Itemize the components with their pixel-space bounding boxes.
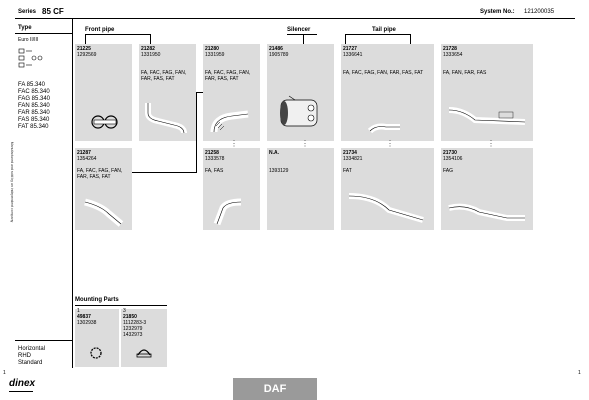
connector-dots: ⋮: [487, 139, 495, 148]
mount-card-21850[interactable]: [121, 309, 167, 367]
part-card-21282[interactable]: [139, 44, 196, 141]
spec-symbols: [18, 48, 58, 68]
link-line: [132, 172, 196, 173]
part-card-21727[interactable]: [341, 44, 434, 141]
model-list: [18, 82, 50, 131]
link-line: [196, 92, 197, 173]
fitment-text: FA, FAS: [205, 168, 224, 174]
mount-number: 21850: [123, 314, 137, 320]
oe-number: 1331950: [141, 52, 161, 58]
tail-pipe-fag-drawing: [445, 188, 531, 228]
model-item: FAC 85.340: [18, 89, 50, 95]
mounting-title: Mounting Parts: [75, 297, 119, 303]
part-card-21728[interactable]: [441, 44, 533, 141]
silencer-drawing: [275, 90, 327, 134]
left-panel: [15, 18, 73, 368]
bracket-tick: [150, 34, 151, 44]
config-drive: RHD: [18, 353, 31, 359]
spec-symbols-icon: [18, 48, 58, 68]
mount-number: 49837: [77, 314, 91, 320]
oe-number: 1336641: [343, 52, 363, 58]
part-card-21258[interactable]: [203, 148, 260, 230]
oe-number: 1331959: [205, 52, 225, 58]
section-silencer: Silencer: [287, 27, 311, 33]
oe-number: 1905789: [269, 52, 289, 58]
oe-number: 1334821: [343, 156, 363, 162]
type-label: Type: [18, 25, 32, 31]
fitment-text: FA, FAC, FAG, FAN, FAR, FAS, FAT: [77, 168, 123, 180]
oe-number: 1292569: [77, 52, 97, 58]
connector-dots: ⋮: [301, 139, 309, 148]
part-card-21287[interactable]: [75, 148, 132, 230]
part-number: 21280: [205, 46, 219, 52]
fitment-text: FA, FAC, FAG, FAN, FAR, FAS, FAT: [343, 70, 424, 76]
mount-qty: 3: [123, 308, 126, 314]
part-card-21486[interactable]: [267, 44, 334, 141]
side-note: [2, 30, 14, 330]
mount-oe: 1302938: [77, 320, 97, 326]
section-front-pipe: Front pipe: [85, 27, 115, 33]
oe-number: 1354106: [443, 156, 463, 162]
config-type: Standard: [18, 360, 43, 366]
gasket-icon: [86, 345, 106, 361]
side-note-text: Manufactured and sold by an independent company: [10, 141, 14, 223]
bracket-tick: [410, 34, 411, 44]
right-mark: 1: [578, 370, 581, 376]
flex-pipe-short-drawing: [211, 194, 255, 228]
mount-oe: 1232979: [123, 326, 143, 332]
part-number: N.A.: [269, 150, 279, 156]
mount-oe: 1112283-3: [123, 320, 147, 326]
part-number: 21486: [269, 46, 283, 52]
dinex-logo: dinex: [9, 378, 36, 389]
system-label: System No.:: [480, 9, 515, 15]
model-item: FAG 85.340: [18, 96, 51, 102]
model-item: FAT 85.340: [18, 124, 49, 130]
bracket-tick: [85, 34, 86, 44]
mount-card-49837[interactable]: [75, 309, 119, 367]
part-number: 21225: [77, 46, 91, 52]
logo-underline: [9, 391, 33, 392]
front-pipe-bend-drawing: [81, 196, 127, 228]
fitment-text: FA, FAC, FAG, FAN, FAR, FAS, FAT: [205, 70, 251, 82]
model-item: FAS 85.340: [18, 117, 50, 123]
header-rule: [15, 18, 575, 19]
type-rule: [15, 33, 72, 34]
series-value: 85 CF: [42, 7, 64, 16]
fitment-text: FAG: [443, 168, 454, 174]
mount-oe: 1432973: [123, 332, 143, 338]
flex-pipe-drawing: [208, 102, 256, 138]
clamp-ring-icon: [134, 345, 154, 361]
oe-number: 1333654: [443, 52, 463, 58]
part-number: 21282: [141, 46, 155, 52]
config-orientation: Horizontal: [18, 346, 46, 352]
part-number: 21734: [343, 150, 357, 156]
model-item: FAN 85.340: [18, 103, 50, 109]
tail-pipe-drawing: [366, 119, 406, 137]
connector-dots: ⋮: [386, 139, 394, 148]
mounting-rule: [75, 305, 167, 306]
section-tail-pipe: Tail pipe: [372, 27, 396, 33]
bracket-tick: [303, 34, 304, 44]
model-item: FAR 85.340: [18, 110, 50, 116]
bracket-tick: [345, 34, 346, 44]
connector-dots: ⋮: [230, 139, 238, 148]
tail-pipe-long-drawing: [445, 102, 531, 136]
model-item: FA 85.340: [18, 82, 46, 88]
mount-qty: 1: [77, 308, 80, 314]
link-line: [196, 92, 203, 93]
part-number: 21727: [343, 46, 357, 52]
fitment-text: FAT: [343, 168, 352, 174]
front-pipe-bracket: [85, 34, 150, 35]
fitment-text: FA, FAC, FAG, FAN, FAR, FAS, FAT: [141, 70, 187, 82]
oe-number: 1333578: [205, 156, 225, 162]
page-mark: 1: [3, 370, 6, 376]
part-number: 21287: [77, 150, 91, 156]
part-card-21730[interactable]: [441, 148, 533, 230]
front-pipe-drawing: [144, 99, 192, 139]
oe-number: 1354264: [77, 156, 97, 162]
euro-class: Euro II/III: [18, 37, 39, 43]
part-card-na[interactable]: [267, 148, 334, 230]
tail-pipe-bracket: [345, 34, 410, 35]
silencer-bracket: [287, 34, 317, 35]
oe-reference: 1393129: [269, 168, 289, 174]
clamp-icon: [90, 112, 120, 132]
fitment-text: FA, FAN, FAR, FAS: [443, 70, 487, 76]
brand-tab: DAF: [233, 378, 317, 400]
part-card-21225[interactable]: [75, 44, 132, 141]
config-list: [18, 346, 45, 367]
part-number: 21730: [443, 150, 457, 156]
part-number: 21258: [205, 150, 219, 156]
bottom-rule: [15, 340, 72, 341]
tail-pipe-fat-drawing: [345, 188, 431, 228]
part-card-21280[interactable]: [203, 44, 260, 141]
part-number: 21728: [443, 46, 457, 52]
part-card-21734[interactable]: [341, 148, 434, 230]
series-label: Series: [18, 9, 37, 15]
system-value: 121200035: [524, 9, 555, 15]
